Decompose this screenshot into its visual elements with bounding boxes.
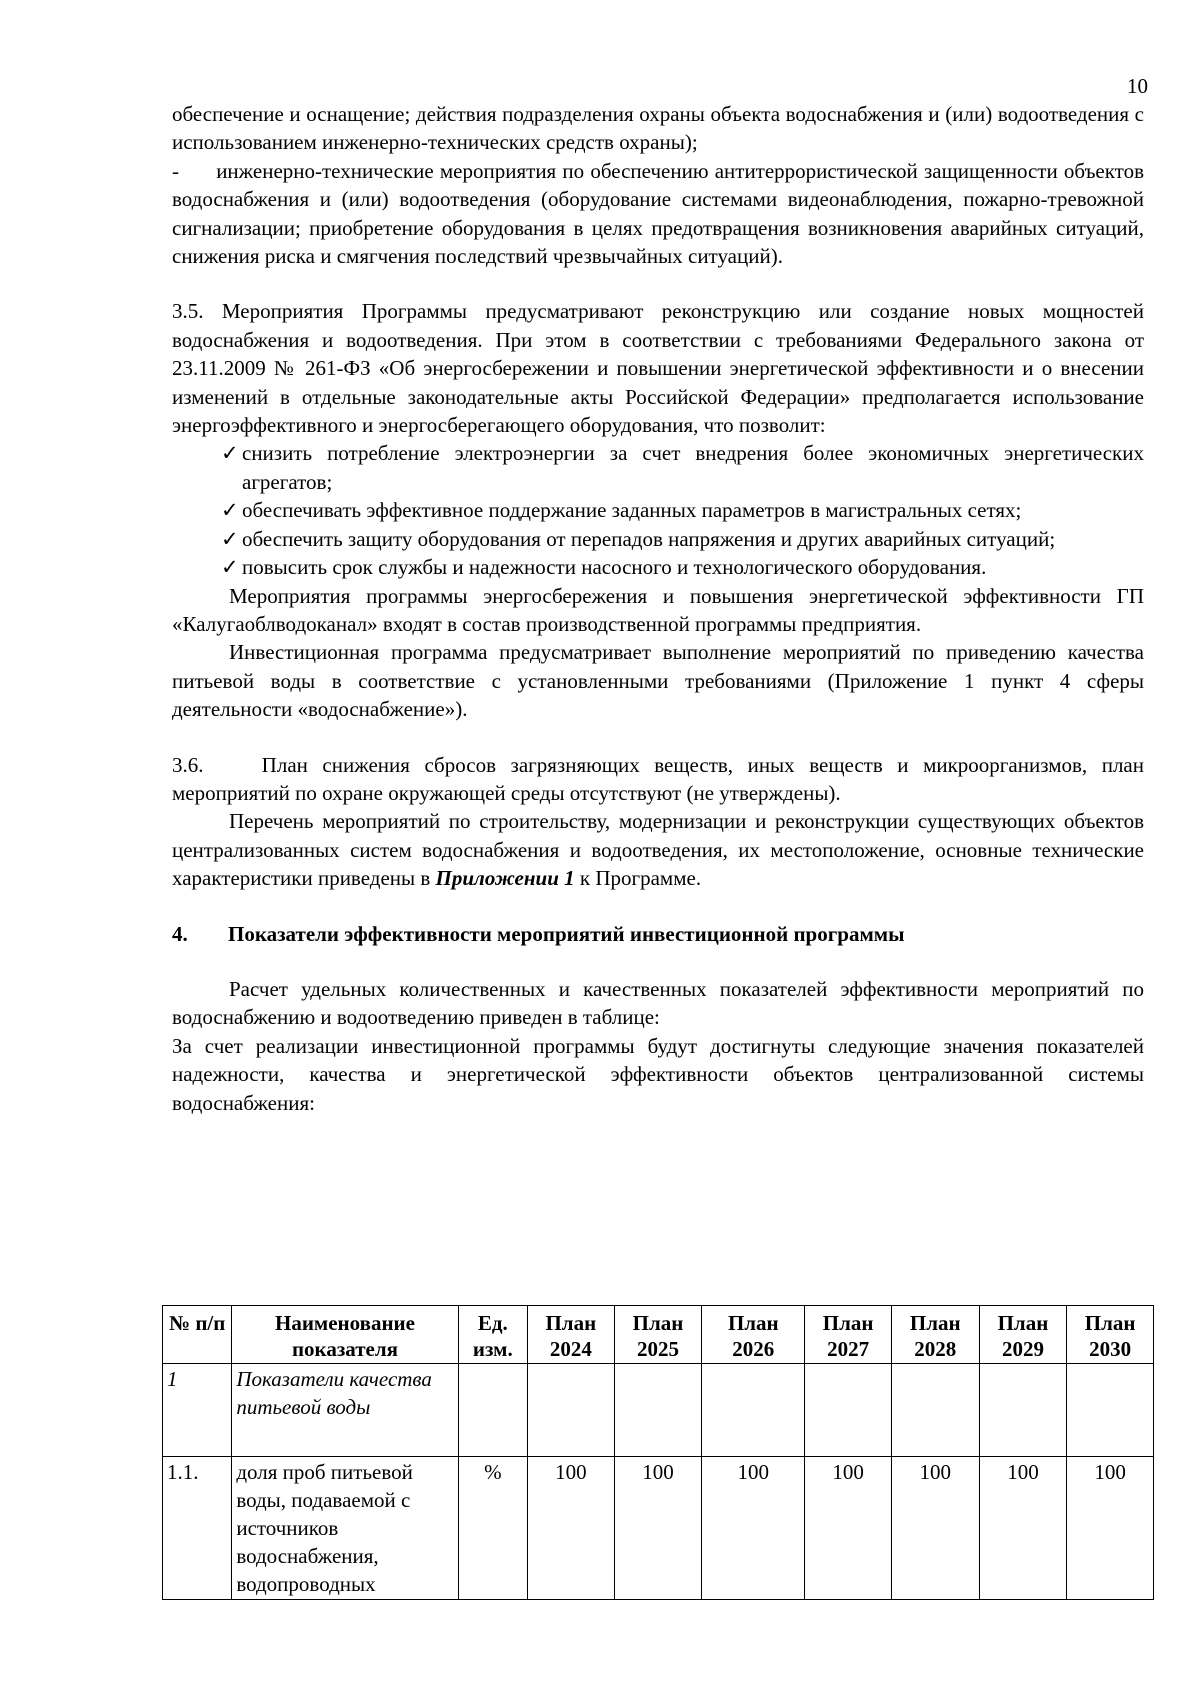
- table-cell: 100: [891, 1457, 979, 1600]
- paragraph-energy-program: Мероприятия программы энергосбережения и повышения энергетической эффективности ГП «Калугаоблводоканал» входят в состав производственной программы предприятия.: [172, 583, 1144, 636]
- list-item: ✓ обеспечить защиту оборудования от перепадов напряжения и других аварийных ситуаций;: [172, 525, 1144, 553]
- table-cell: 100: [614, 1457, 702, 1600]
- column-header: План 2024: [527, 1306, 614, 1364]
- list-item: ✓ обеспечивать эффективное поддержание заданных параметров в магистральных сетях;: [172, 496, 1144, 524]
- table-cell: 100: [527, 1457, 614, 1600]
- table-cell: доля проб питьевой воды, подаваемой с источников водоснабжения, водопроводных: [232, 1457, 458, 1600]
- paragraph-investment-program: Инвестиционная программа предусматривает выполнение мероприятий по приведению качества питьевой воды в соответствие с установленными требованиями (Приложение 1 пункт 4 сферы деятельности «водоснабжение»).: [172, 640, 1144, 722]
- section-heading: 4. Показатели эффективности мероприятий инвестиционной программы: [172, 921, 905, 946]
- paragraph-measures-list: Перечень мероприятий по строительству, модернизации и реконструкции существующих объектов централизованных систем водоснабжения и водоотведения, их местоположение, основные технические характеристики приведены в Приложении 1 к Программе.: [172, 809, 1144, 891]
- table-row: [163, 1457, 1154, 1600]
- paragraph-security-equipment: обеспечение и оснащение; действия подразделения охраны объекта водоснабжения и (или) водоотведения с использованием инженерно-технических средств охраны);: [172, 102, 1144, 155]
- table-row: [163, 1364, 1154, 1457]
- document-body: [172, 100, 1144, 1117]
- table-cell: [891, 1364, 979, 1457]
- paragraph-target-values: За счет реализации инвестиционной программы будут достигнуты следующие значения показателей надежности, качества и энергетической эффективности объектов централизованной системы водоснабжения:: [172, 1033, 1144, 1115]
- paragraph-3-5: 3.5. Мероприятия Программы предусматривают реконструкцию или создание новых мощностей водоснабжения и водоотведения. При этом в соответствии с требованиями Федерального закона от 23.11.2009 № 261-ФЗ «Об энергосбережении и повышении энергетической эффективности и о внесении изменений в отдельные законодательные акты Российской Федерации» предполагается использование энергоэффективного и энергосберегающего оборудования, что позволит:: [172, 299, 1144, 438]
- list-item: ✓ снизить потребление электроэнергии за счет внедрения более экономичных энергетических агрегатов;: [221, 441, 1144, 494]
- indicators-table: [162, 1305, 1154, 1600]
- table-cell: [614, 1364, 702, 1457]
- column-header: План 2030: [1067, 1306, 1154, 1364]
- table-cell: Показатели качества питьевой воды: [232, 1364, 458, 1457]
- table-cell: 100: [805, 1457, 892, 1600]
- column-header: План 2027: [805, 1306, 892, 1364]
- table-cell: 1: [163, 1364, 232, 1457]
- appendix-reference: Приложении 1: [435, 866, 575, 891]
- table-cell: [527, 1364, 614, 1457]
- table-header-row: [163, 1306, 1154, 1364]
- column-header: Наименование показателя: [232, 1306, 458, 1364]
- checkmark-icon: ✓: [221, 498, 239, 523]
- table-cell: [702, 1364, 805, 1457]
- table-cell: 1.1.: [163, 1457, 232, 1600]
- column-header: Ед. изм.: [458, 1306, 527, 1364]
- paragraph-calculation: Расчет удельных количественных и качественных показателей эффективности мероприятий по водоснабжению и водоотведению приведен в таблице:: [172, 976, 1144, 1030]
- checkmark-icon: ✓: [221, 526, 239, 551]
- list-item: ✓ повысить срок службы и надежности насосного и технологического оборудования.: [172, 553, 1144, 581]
- checkmark-icon: ✓: [221, 555, 239, 580]
- checkmark-icon: ✓: [221, 441, 239, 466]
- paragraph-engineering-measures: - инженерно-технические мероприятия по обеспечению антитеррористической защищенности объектов водоснабжения и (или) водоотведения (оборудование системами видеонаблюдения, пожарно-тревожной сигнализации; приобретение оборудования в целях предотвращения возникновения аварийных ситуаций, снижения риска и смягчения последствий чрезвычайных ситуаций).: [172, 158, 1144, 269]
- column-header: План 2029: [979, 1306, 1067, 1364]
- table-cell: [458, 1364, 527, 1457]
- column-header: План 2028: [891, 1306, 979, 1364]
- table-cell: [1067, 1364, 1154, 1457]
- energy-benefits-list: [172, 439, 1144, 581]
- page-number: 10: [1127, 74, 1148, 98]
- table-cell: [979, 1364, 1067, 1457]
- table-cell: 100: [979, 1457, 1067, 1600]
- table-cell: 100: [702, 1457, 805, 1600]
- table-cell: 100: [1067, 1457, 1154, 1600]
- table-cell: [805, 1364, 892, 1457]
- column-header: План 2026: [702, 1306, 805, 1364]
- column-header: № п/п: [163, 1306, 232, 1364]
- table-cell: %: [458, 1457, 527, 1600]
- column-header: План 2025: [614, 1306, 702, 1364]
- paragraph-3-6: 3.6. План снижения сбросов загрязняющих веществ, иных веществ и микроорганизмов, план мероприятий по охране окружающей среды отсутствуют (не утверждены).: [172, 752, 1144, 805]
